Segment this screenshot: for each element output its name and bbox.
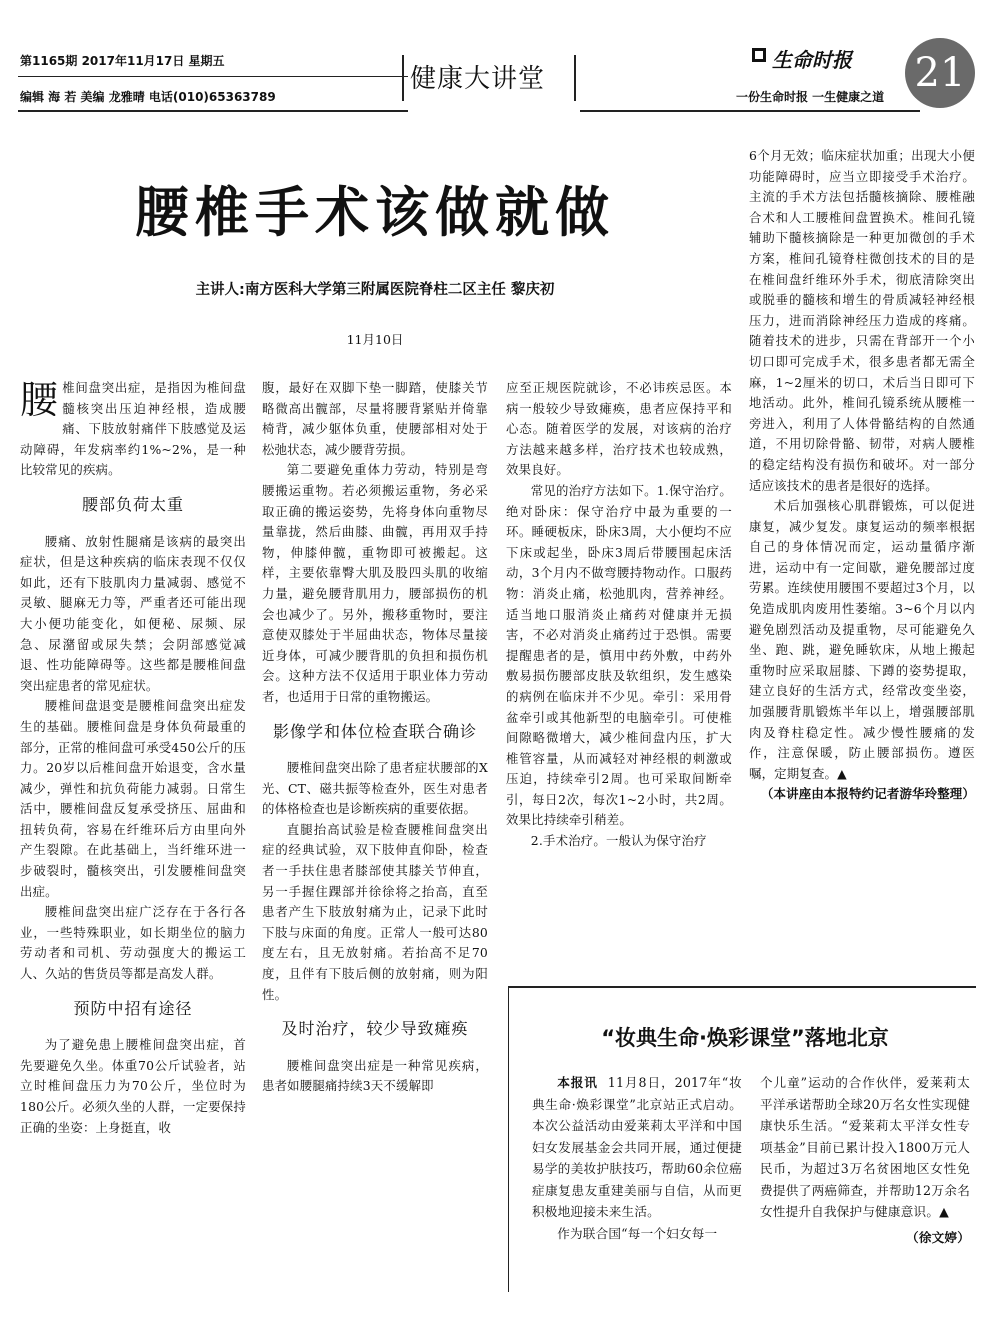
article-date: 11月10日	[346, 332, 404, 347]
article-column-2	[262, 378, 488, 1097]
masthead-logo-icon	[752, 48, 766, 62]
news-paragraph: 个儿童”运动的合作伙伴，爱莱莉太平洋承诺帮助全球20万名女性实现健康快乐生活。“爱莱莉太平洋女性专项基金”目前已累计投入1800万元人民币，为超过3万名贫困地区女性免费提供了两癌筛查，并帮助12万余名女性提升自我保护与健康意识。▲	[760, 1075, 970, 1219]
news-column-1	[532, 1072, 742, 1244]
paragraph: 腰椎间盘退变是腰椎间盘突出症发生的基础。腰椎间盘是身体负荷最重的部分，正常的椎间盘可承受450公斤的压力。20岁以后椎间盘开始退变，含水量减少，弹性和抗负荷能力减弱。日常生活中，腰椎间盘反复承受挤压、屈曲和扭转负荷，容易在纤维环后方由里向外产生裂隙。在此基础上，当纤维环进一步破裂时，髓核突出，引发腰椎间盘突出症。	[20, 698, 246, 899]
masthead: 生命时报	[772, 48, 852, 72]
article-title: 腰椎手术该做就做	[135, 181, 615, 244]
news-lead: 本报讯	[557, 1075, 598, 1090]
news-column-2	[760, 1072, 970, 1248]
subheading-3: 影像学和体位检查联合确诊	[272, 721, 477, 741]
subheading-1: 腰部负荷太重	[81, 494, 184, 514]
subheading-4: 及时治疗，较少导致瘫痪	[281, 1019, 469, 1039]
paragraph: 腰椎间盘突出除了患者症状腰部的X光、CT、磁共振等检查外，医生对患者的体格检查也是诊断疾病的重要依据。	[262, 760, 488, 817]
news-title: “妆典生命·焕彩课堂”落地北京	[601, 1026, 889, 1050]
paragraph: 腰椎间盘突出症是一种常见疾病，患者如腰腿痛持续3天不缓解即	[262, 1057, 488, 1094]
paragraph: 腰痛、放射性腿痛是该病的最突出症状，但是这种疾病的临床表现不仅仅如此，还有下肢肌肉力量减弱、感觉不灵敏、腿麻无力等，严重者还可能出现大小便功能变化，如便秘、尿频、尿急、尿潴留或尿失禁；会阴部感觉减退、性功能障碍等。这些都是腰椎间盘突出症患者的常见症状。	[20, 533, 246, 693]
article-column-4	[749, 146, 975, 805]
section-title: 健康大讲堂	[410, 64, 546, 94]
article-credit: （本讲座由本报特约记者游华玲整理）	[760, 786, 975, 802]
news-paragraph: 11月8日，2017年“妆典生命·焕彩课堂”北京站正式启动。本次公益活动由爱莱莉太平洋和中国妇女发展基金会共同开展，通过便捷易学的美妆护肤技巧，帮助60余位癌症康复患友重建美丽与自信，从而更积极地迎接未来生活。	[532, 1075, 742, 1219]
article-byline: 主讲人:南方医科大学第三附属医院脊柱二区主任 黎庆初	[195, 282, 555, 298]
dropcap: 腰	[20, 378, 59, 422]
issue-info: 第1165期 2017年11月17日 星期五	[20, 54, 225, 68]
editor-info: 编辑 海 若 美编 龙雅晴 电话(010)65363789	[20, 90, 276, 104]
paragraph: 腰椎间盘突出症广泛存在于各行各业，一些特殊职业，如长期坐位的脑力劳动者和司机、劳动强度大的搬运工人、久站的售货员等都是高发人群。	[20, 904, 246, 982]
paragraph: 腹，最好在双脚下垫一脚踏，使膝关节略微高出髋部，尽量将腰背紧贴并倚靠椅背，减少躯体负重，使腰部相对处于松弛状态，减少腰背劳损。	[262, 380, 488, 457]
section-bar-right	[574, 55, 576, 101]
header-rule-left-top	[18, 76, 408, 77]
paragraph: 为了避免患上腰椎间盘突出症，首先要避免久坐。体重70公斤试验者，站立时椎间盘压力为70公斤，坐位时为180公斤。必须久坐的人群，一定要保持正确的坐姿：上身挺直，收	[20, 1037, 246, 1135]
paragraph: 直腿抬高试验是检查腰椎间盘突出症的经典试验，双下肢伸直仰卧，检查者一手扶住患者膝部使其膝关节伸直，另一手握住踝部并徐徐将之抬高，直至患者产生下肢放射痛为止，记录下此时下肢与床面的角度。正常人一般可达80度左右，且无放射痛。若抬高不足70度，且伴有下肢后侧的放射痛，则为阳性。	[262, 821, 488, 1002]
article-column-1	[20, 378, 246, 1138]
paragraph: 应至正规医院就诊，不必讳疾忌医。本病一般较少导致瘫痪，患者应保持平和心态。随着医学的发展，对该病的治疗方法越来越多样，治疗技术也较成熟，效果良好。	[506, 380, 732, 478]
paragraph: 2.手术治疗。一般认为保守治疗	[530, 833, 707, 849]
paragraph: 6个月无效；临床症状加重；出现大小便功能障碍时，应当立即接受手术治疗。主流的手术方法包括髓核摘除、腰椎融合术和人工腰椎间盘置换术。椎间孔镜辅助下髓核摘除是一种更加微创的手术方案，椎间孔镜脊柱微创技术的目的是在椎间盘纤维环外手术，彻底清除突出或脱垂的髓核和增生的骨质减轻神经根压力，进而消除神经压力造成的疼痛。随着技术的进步，只需在背部开一个小切口即可完成手术，很多患者都无需全麻，1~2厘米的切口，术后当日即可下地活动。此外，椎间孔镜系统从腰椎一旁进入，利用了人体骨骼结构的自然通道，不用切除骨骼、韧带，对病人腰椎的稳定结构没有损伤和破坏。对一部分适应该技术的患者是很好的选择。	[749, 148, 975, 493]
section-bar-left	[402, 55, 404, 101]
paragraph: 常见的治疗方法如下。1.保守治疗。绝对卧床：保守治疗中最为重要的一环。睡硬板床，卧床3周，大小便均不应下床或起坐，卧床3周后带腰围起床活动，3个月内不做弯腰持物动作。口服药物：消炎止痛，松弛肌肉，营养神经。适当地口服消炎止痛药对健康并无损害，不必对消炎止痛药过于恐惧。需要提醒患者的是，慎用中药外敷，中药外敷易损伤腰部皮肤及软组织，发生感染的病例在临床并不少见。牵引：采用骨盆牵引或其他新型的电脑牵引。可使椎间隙略微增大，减少椎间盘内压，扩大椎管容量，从而减轻对神经根的刺激或压迫，持续牵引2周。也可采取间断牵引，每日2次，每次1~2小时，共2周。效果比持续牵引稍差。	[506, 482, 732, 828]
article-column-3	[506, 378, 732, 852]
paragraph: 第二要避免重体力劳动，特别是弯腰搬运重物。若必须搬运重物，务必采取正确的搬运姿势，先将身体向重物尽量靠拢，然后曲膝、曲髋，再用双手持物，伸膝伸髋，重物即可被搬起。这样，主要依靠臀大肌及股四头肌的收缩力量，避免腰背肌用力，腰部损伤的机会也减少了。另外，搬移重物时，要注意使双膝处于半屈曲状态，物体尽量接近身体，可减少腰背肌的负担和损伤机会。这种方法不仅适用于职业体力劳动者，也适用于日常的重物搬运。	[262, 462, 488, 704]
subheading-2: 预防中招有途径	[73, 998, 193, 1018]
header-rule-right-bottom	[580, 110, 920, 112]
masthead-slogan: 一份生命时报 一生健康之道	[736, 90, 885, 104]
intro-paragraph: 椎间盘突出症，是指因为椎间盘髓核突出压迫神经根，造成腰痛、下肢放射痛伴下肢感觉及运动障碍，年发病率约1%~2%，是一种比较常见的疾病。	[20, 380, 246, 478]
paragraph: 术后加强核心肌群锻炼，可以促进康复，减少复发。康复运动的频率根据自己的身体情况而定，运动量循序渐进，运动中有一定间歇，避免腰部过度劳累。连续使用腰围不要超过3个月，以免造成肌肉废用性萎缩。3~6个月以内避免剧烈活动及提重物，尽可能避免久坐、跑、跳，避免睡软床，从地上搬起重物时应采取屈膝、下蹲的姿势提取，建立良好的生活方式，经常改变坐姿，加强腰背肌锻炼半年以上，增强腰部肌肉及脊柱稳定性。减少慢性腰痛的发作，注意保暖，防止腰部损伤。遵医嘱，定期复查。▲	[749, 498, 975, 781]
news-author: （徐文婷）	[906, 1229, 970, 1245]
news-paragraph: 作为联合国“每一个妇女每一	[557, 1225, 718, 1241]
header-rule-left-bottom	[18, 110, 408, 112]
page-number-badge: 21	[905, 38, 975, 108]
